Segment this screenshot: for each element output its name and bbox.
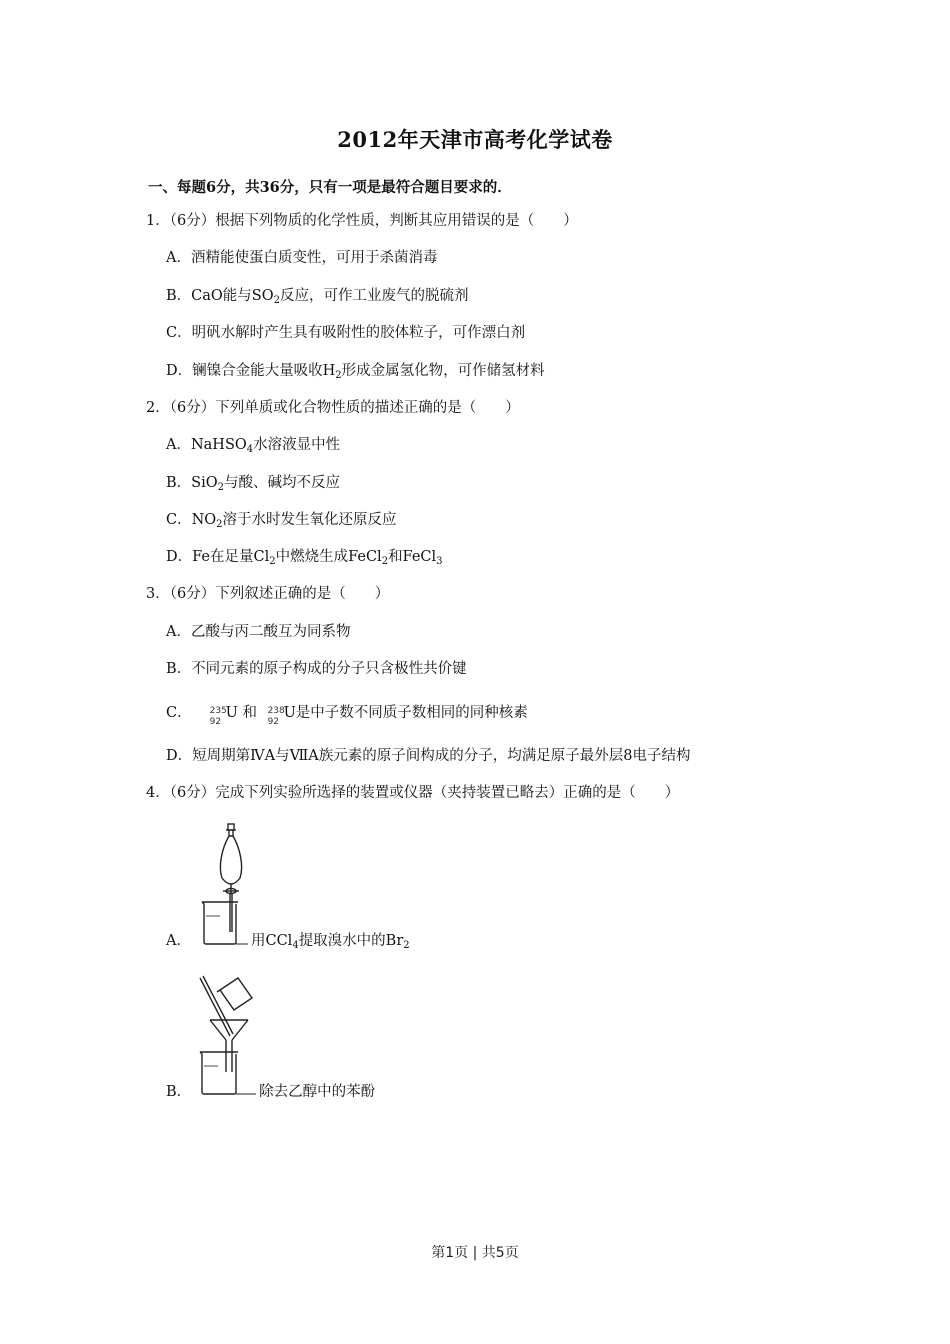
question-3-option-a: A．乙酸与丙二酸互为同系物 [166, 624, 351, 640]
question-3-option-b: B．不同元素的原子构成的分子只含极性共价键 [166, 661, 467, 677]
nuclide-u238-notation: 238 92 [267, 706, 285, 727]
question-1-stem: 1．（6分）根据下列物质的化学性质，判断其应用错误的是（ ） [146, 213, 578, 229]
page-footer: 第1页 | 共5页 [431, 1245, 519, 1261]
question-3-option-d: D．短周期第ⅣA与ⅦA族元素的原子间构成的分子，均满足原子最外层8电子结构 [166, 748, 691, 764]
question-2-option-a: A．NaHSO$_4$水溶液显中性 [166, 437, 341, 455]
question-2-option-c: C．$NO_2$溶于水时发生氧化还原反应 [166, 512, 397, 530]
question-2-option-b: B．SiO$_2$与酸、碱均不反应 [166, 475, 340, 493]
nuclide-u235-notation: 235 92 [209, 706, 227, 727]
question-2-stem: 2．（6分）下列单质或化合物性质的描述正确的是（ ） [146, 400, 520, 416]
question-1-option-a: A．酒精能使蛋白质变性，可用于杀菌消毒 [166, 250, 438, 266]
question-3-stem: 3．（6分）下列叙述正确的是（ ） [146, 586, 390, 602]
question-4-option-a: A． 用CCl$_4$提取溴水中的$Br_2$ [166, 933, 410, 951]
question-1-option-c: C．明矾水解时产生具有吸附性的胶体粒子，可作漂白剂 [166, 325, 526, 341]
page-title: 2012年天津市高考化学试卷 [337, 127, 613, 152]
question-3-option-c: C． 235 92 U 和 238 92 U是中子数不同质子数相同的同种核素 [166, 705, 528, 727]
question-1-option-b: B．CaO能与$SO_2$反应，可作工业废气的脱硫剂 [166, 288, 469, 306]
section-heading: 一、每题6分，共36分，只有一项是最符合题目要求的． [148, 179, 512, 196]
question-4-option-b: B． 除去乙醇中的苯酚 [166, 1084, 376, 1100]
question-4-stem: 4．（6分）完成下列实验所选择的装置或仪器（夹持装置已略去）正确的是（ ） [146, 785, 680, 801]
question-1-option-d: D．镧镍合金能大量吸收$H_2$形成金属氢化物，可作储氢材料 [166, 363, 545, 381]
question-2-option-d: D．Fe在足量$Cl_2$中燃烧生成FeCl$_2$和FeCl$_3$ [166, 549, 443, 567]
